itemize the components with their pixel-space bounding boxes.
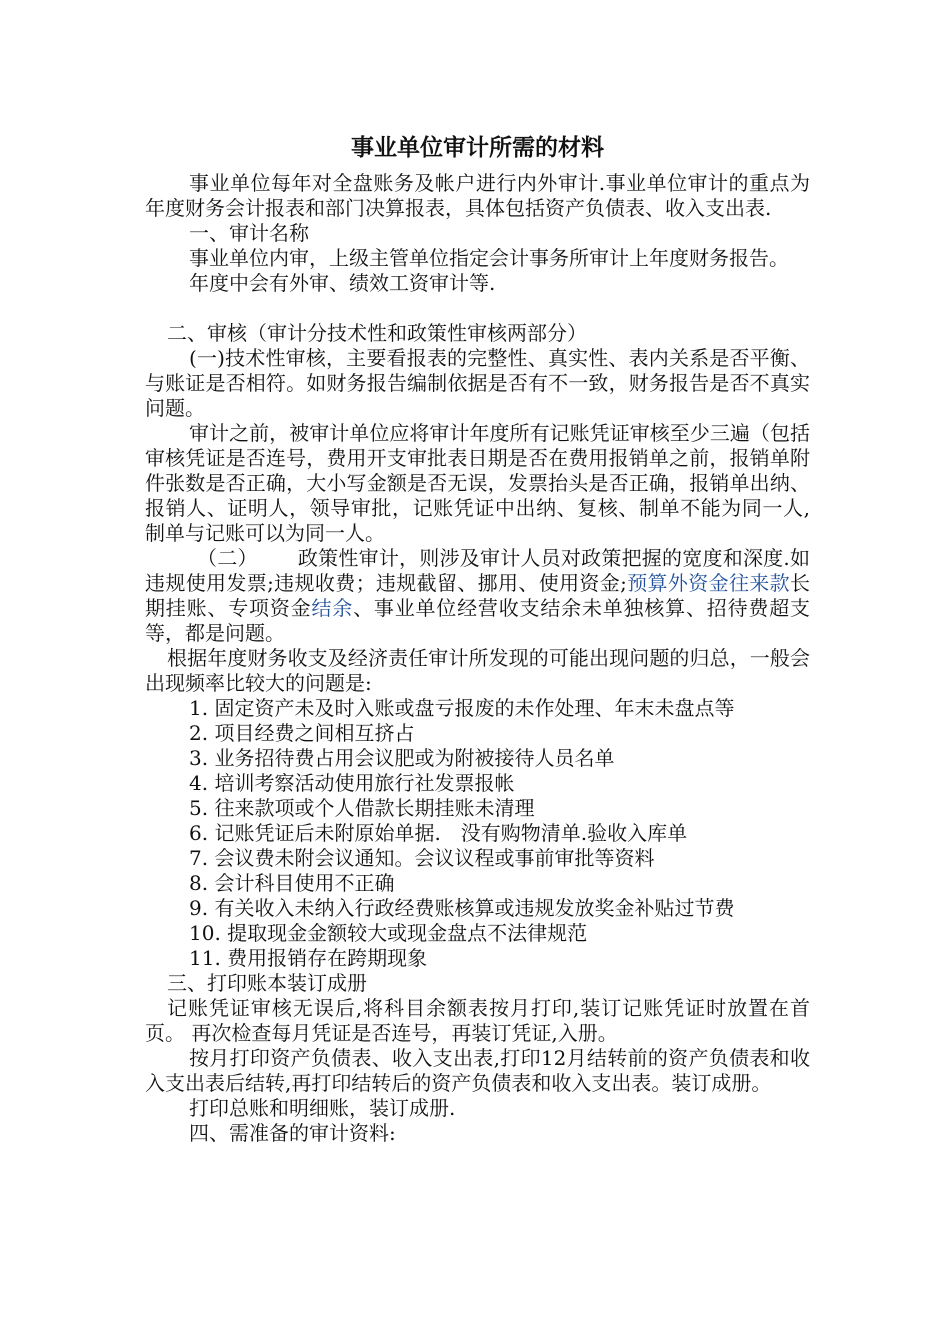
link-extra-budget-funds[interactable]: 预算外资金往来款 [626,571,790,595]
list-item: 3. 业务招待费占用会议肥或为附被接待人员名单 [189,746,615,770]
section1-heading: 一、审计名称 [189,221,309,245]
summary-paragraph: 根据年度财务收支及经济责任审计所发现的可能出现问题的归总，一般会出现频率比较大的问题是: [145,646,810,695]
document-page [145,133,810,1146]
policy-audit-text-b: 长期挂账、专项资金 [145,571,810,620]
list-item: 9. 有关收入未纳入行政经费账核算或违规发放奖金补贴过节费 [189,896,735,920]
section3-heading: 三、打印账本装订成册 [167,971,367,995]
link-surplus[interactable]: 结余 [311,596,354,620]
section1-paragraph-2: 年度中会有外审、绩效工资审计等. [189,271,496,295]
section3-paragraph-2: 按月打印资产负债表、收入支出表,打印12月结转前的资产负债表和收入支出表后结转,再打印结转后的资产负债表和收入支出表。装订成册。 [145,1046,810,1095]
list-item: 11. 费用报销存在跨期现象 [189,946,428,970]
pre-audit-paragraph: 审计之前，被审计单位应将审计年度所有记账凭证审核至少三遍（包括审核凭证是否连号，费用开支审批表日期是否在费用报销单之前，报销单附件张数是否正确，大小写金额是否无误，发票抬头是否正确，报销单出纳、报销人、证明人，领导审批，记账凭证中出纳、复核、制单不能为同一人,制单与记账可以为同一人。 [145,421,810,545]
list-item: 6. 记账凭证后未附原始单据. 没有购物清单.验收入库单 [189,821,688,845]
section3-paragraph-1: 记账凭证审核无误后,将科目余额表按月打印,装订记账凭证时放置在首页。 再次检查每月凭证是否连号，再装订凭证,入册。 [145,996,810,1045]
section1-paragraph-1: 事业单位内审，上级主管单位指定会计事务所审计上年度财务报告。 [189,246,789,270]
issues-list [145,696,810,971]
list-item: 8. 会计科目使用不正确 [189,871,395,895]
list-item: 7. 会议费未附会议通知。会议议程或事前审批等资料 [189,846,655,870]
list-item: 4. 培训考察活动使用旅行社发票报帐 [189,771,515,795]
list-item: 10. 提取现金金额较大或现金盘点不法律规范 [189,921,588,945]
list-item: 5. 往来款项或个人借款长期挂账未清理 [189,796,535,820]
policy-audit-paragraph [145,546,810,646]
section4-heading: 四、需准备的审计资料: [189,1121,396,1145]
list-item: 2. 项目经费之间相互挤占 [189,721,415,745]
policy-audit-text-c: 、事业单位经营收支结余未单独核算、招待费超支等，都是问题。 [145,596,811,645]
policy-audit-text-a: 政策性审计，则涉及审计人员对政策把握的宽度和深度.如违规使用发票;违规收费；违规截留、挪用、使用资金; [145,546,810,595]
blank-line [145,296,810,321]
document-title: 事业单位审计所需的材料 [351,134,604,161]
list-item: 1. 固定资产未及时入账或盘亏报废的未作处理、年末未盘点等 [189,696,735,720]
policy-audit-number: （二） [197,546,258,570]
intro-paragraph: 事业单位每年对全盘账务及帐户进行内外审计.事业单位审计的重点为年度财务会计报表和部门决算报表，具体包括资产负债表、收入支出表. [145,171,810,220]
section2-heading: 二、审核（审计分技术性和政策性审核两部分） [167,321,587,345]
technical-audit-paragraph: (一)技术性审核，主要看报表的完整性、真实性、表内关系是否平衡、与账证是否相符。如财务报告编制依据是否有不一致，财务报告是否不真实问题。 [145,346,810,420]
section3-paragraph-3: 打印总账和明细账，装订成册. [189,1096,456,1120]
